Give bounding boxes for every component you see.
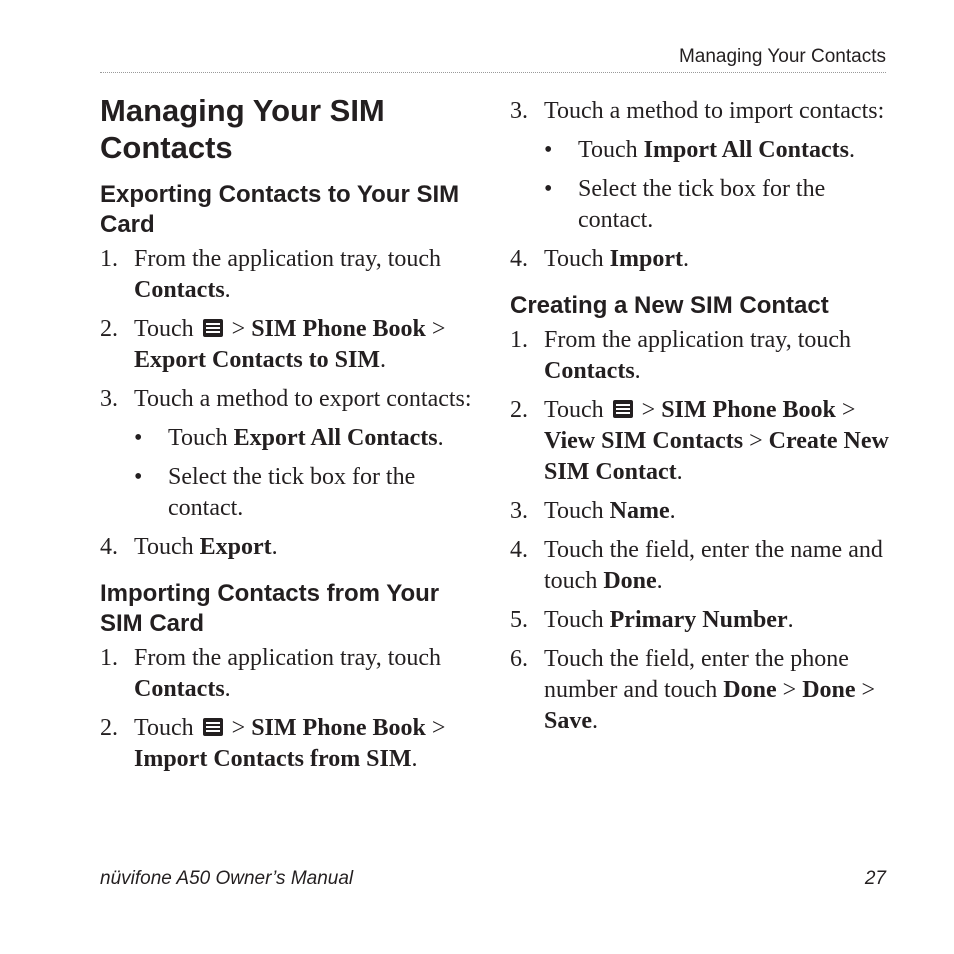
step-text: Touch bbox=[544, 607, 610, 633]
bold-term: Contacts bbox=[544, 358, 635, 384]
footer-manual-title: nüvifone A50 Owner’s Manual bbox=[100, 868, 354, 889]
bullet-end: . bbox=[848, 137, 855, 163]
step-end: . bbox=[787, 607, 794, 633]
bold-term: SIM Phone Book bbox=[251, 715, 426, 741]
step-text: From the application tray, touch bbox=[544, 327, 852, 353]
step-end: . bbox=[669, 498, 676, 524]
step-item bbox=[510, 96, 890, 127]
step-item bbox=[510, 535, 890, 597]
step-item bbox=[100, 532, 485, 563]
step-number: 6. bbox=[510, 646, 528, 672]
step-end: . bbox=[224, 277, 231, 303]
separator: > bbox=[225, 715, 252, 741]
step-text: From the application tray, touch bbox=[134, 645, 442, 671]
bullet-text: Select the tick box for the contact. bbox=[168, 464, 416, 521]
menu-icon bbox=[202, 318, 224, 338]
step-number: 3. bbox=[100, 386, 118, 412]
step-number: 2. bbox=[100, 715, 118, 741]
step-end: . bbox=[682, 246, 689, 272]
step-item bbox=[100, 384, 485, 415]
step-item bbox=[100, 713, 485, 775]
bold-term: Contacts bbox=[134, 277, 225, 303]
step-end: . bbox=[676, 459, 683, 485]
step-item bbox=[510, 605, 890, 636]
step-text: Touch bbox=[544, 397, 610, 423]
bullet-end: . bbox=[437, 425, 444, 451]
step-text: Touch a method to import contacts: bbox=[544, 98, 885, 124]
menu-icon bbox=[202, 717, 224, 737]
step-text: Touch the field, enter the phone number and touch bbox=[544, 646, 849, 703]
bullet-item bbox=[134, 423, 485, 454]
step-number: 2. bbox=[510, 397, 528, 423]
step-number: 4. bbox=[510, 246, 528, 272]
right-column bbox=[510, 96, 890, 745]
step-number: 5. bbox=[510, 607, 528, 633]
step-text: Touch the field, enter the name and touch bbox=[544, 537, 883, 594]
bullet-dot: • bbox=[544, 176, 553, 202]
step-number: 4. bbox=[510, 537, 528, 563]
bold-term: Import All Contacts bbox=[643, 137, 849, 163]
bold-term: Import Contacts from SIM bbox=[134, 746, 412, 772]
bold-term: Primary Number bbox=[609, 607, 788, 633]
step-item bbox=[510, 644, 890, 737]
step-number: 1. bbox=[100, 645, 118, 671]
bold-term: Export All Contacts bbox=[233, 425, 438, 451]
step-item bbox=[510, 325, 890, 387]
section-import bbox=[100, 579, 485, 775]
step-text: Touch a method to export contacts: bbox=[134, 386, 472, 412]
step-item bbox=[100, 244, 485, 306]
bullet-text: Touch bbox=[168, 425, 234, 451]
bold-term: Contacts bbox=[134, 676, 225, 702]
bullet-dot: • bbox=[544, 137, 553, 163]
step-end: . bbox=[411, 746, 418, 772]
step-text: Touch bbox=[134, 316, 200, 342]
step-text: Touch bbox=[544, 246, 610, 272]
step-item bbox=[510, 496, 890, 527]
page-title: Managing Your SIM Contacts bbox=[100, 93, 385, 165]
bold-term: SIM Phone Book bbox=[251, 316, 426, 342]
bold-term: View SIM Contacts bbox=[544, 428, 744, 454]
step-end: . bbox=[656, 568, 663, 594]
section-heading-import: Importing Contacts from Your SIM Card bbox=[100, 580, 440, 637]
bullet-text: Select the tick box for the contact. bbox=[578, 176, 826, 233]
bullet-dot: • bbox=[134, 464, 143, 490]
step-end: . bbox=[592, 708, 598, 734]
step-text: From the application tray, touch bbox=[134, 246, 442, 272]
footer-page-number: 27 bbox=[864, 868, 886, 889]
bold-term: Save bbox=[544, 708, 592, 734]
menu-icon bbox=[612, 399, 634, 419]
bold-term: Name bbox=[609, 498, 670, 524]
bold-term: Create New SIM Contact bbox=[544, 428, 889, 485]
section-heading-create: Creating a New SIM Contact bbox=[510, 292, 829, 319]
bold-term: Export Contacts to SIM bbox=[134, 347, 380, 373]
separator: > bbox=[225, 316, 252, 342]
step-number: 2. bbox=[100, 316, 118, 342]
bullet-item bbox=[544, 174, 890, 236]
step-end: . bbox=[634, 358, 641, 384]
separator: > bbox=[855, 677, 876, 703]
separator: > bbox=[776, 677, 803, 703]
bold-term: Export bbox=[199, 534, 272, 560]
section-create bbox=[510, 291, 890, 737]
step-number: 1. bbox=[510, 327, 528, 353]
step-end: . bbox=[271, 534, 278, 560]
bullet-dot: • bbox=[134, 425, 143, 451]
bold-term: SIM Phone Book bbox=[661, 397, 836, 423]
separator: > bbox=[635, 397, 662, 423]
step-number: 4. bbox=[100, 534, 118, 560]
step-end: . bbox=[380, 347, 386, 373]
bullet-item bbox=[134, 462, 485, 524]
left-column bbox=[100, 92, 485, 783]
header-rule bbox=[100, 72, 886, 73]
step-item bbox=[100, 314, 485, 376]
separator: > bbox=[425, 715, 446, 741]
bold-term: Done bbox=[723, 677, 777, 703]
step-item bbox=[510, 395, 890, 488]
step-text: Touch bbox=[134, 715, 200, 741]
step-number: 3. bbox=[510, 98, 528, 124]
section-export bbox=[100, 180, 485, 563]
section-import-continued bbox=[510, 96, 890, 275]
bullet-item bbox=[544, 135, 890, 166]
step-text: Touch bbox=[134, 534, 200, 560]
separator: > bbox=[425, 316, 446, 342]
section-heading-export: Exporting Contacts to Your SIM Card bbox=[100, 181, 460, 238]
step-item bbox=[510, 244, 890, 275]
bold-term: Done bbox=[802, 677, 856, 703]
step-text: Touch bbox=[544, 498, 610, 524]
step-item bbox=[100, 643, 485, 705]
separator: > bbox=[743, 428, 769, 454]
step-number: 1. bbox=[100, 246, 118, 272]
bold-term: Done bbox=[603, 568, 657, 594]
separator: > bbox=[835, 397, 856, 423]
bullet-text: Touch bbox=[578, 137, 644, 163]
running-head: Managing Your Contacts bbox=[678, 46, 886, 67]
step-end: . bbox=[224, 676, 231, 702]
step-number: 3. bbox=[510, 498, 528, 524]
bold-term: Import bbox=[609, 246, 683, 272]
